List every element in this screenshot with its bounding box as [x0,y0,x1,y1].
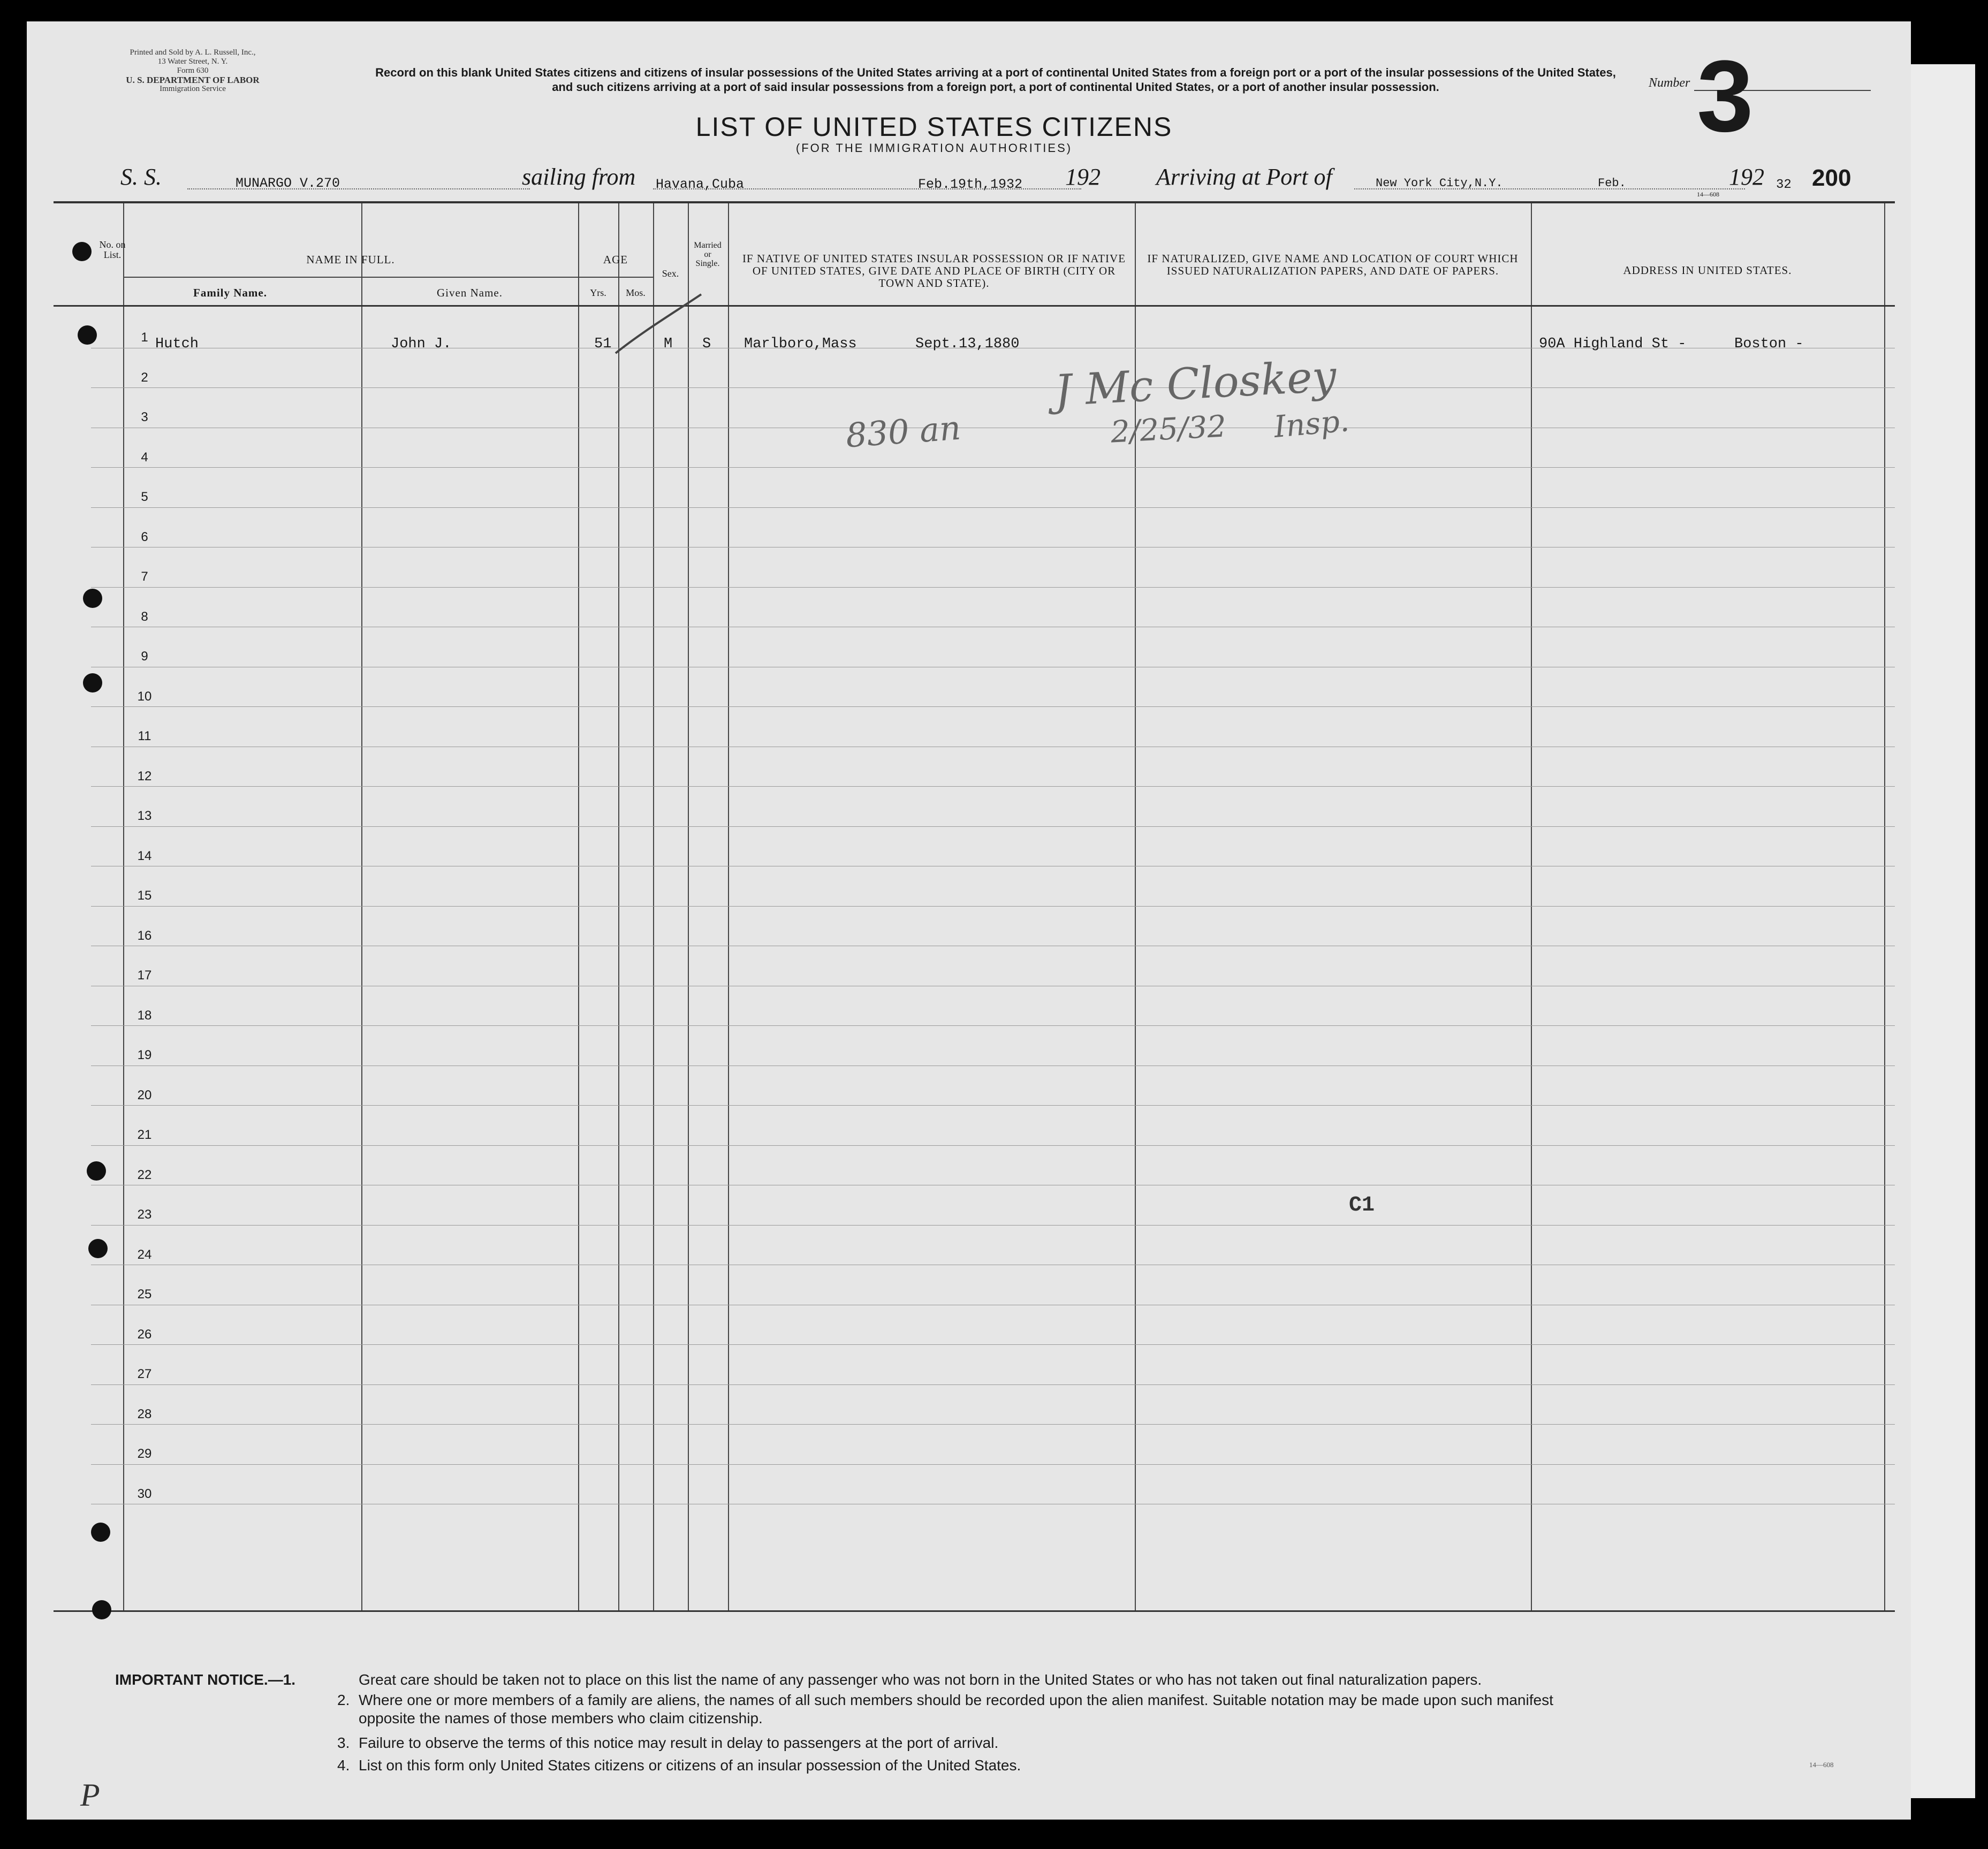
row-number: 29 [137,1447,152,1461]
row-number: 16 [137,928,152,943]
row-number: 20 [137,1087,152,1102]
entry-birth-date: Sept.13,1880 [915,336,1020,352]
list-number: 3 [1697,40,1754,153]
punch-hole [92,1600,111,1619]
notice-item-2b: opposite the names of those members who claim citizenship. [359,1710,763,1726]
year-label-2: 192 [1729,164,1764,190]
row-number: 23 [137,1207,152,1222]
publisher-line1: Printed and Sold by A. L. Russell, Inc., [130,48,256,57]
row-number: 12 [137,768,152,783]
arriving-label: Arriving at Port of [1156,164,1332,190]
row-line [91,387,1895,388]
row-number: 3 [141,410,148,424]
punch-hole [83,673,102,693]
header-name-in-full: NAME IN FULL. [306,253,395,266]
header-sex: Sex. [662,268,679,279]
handwritten-insp: Insp. [1272,403,1351,445]
header-address: ADDRESS IN UNITED STATES. [1623,264,1792,277]
manifest-page [27,21,1911,1820]
row-number: 24 [137,1247,152,1262]
sail-date: Feb.19th,1932 [918,177,1023,192]
row-line [91,467,1895,468]
header-naturalized: IF NATURALIZED, GIVE NAME AND LOCATION OF COURT WHICH ISSUED NATURALIZATION PAPERS, AND DATE OF PAPERS. [1147,252,1519,277]
punch-hole [87,1161,106,1181]
header-subline [578,277,653,278]
punch-hole [72,242,92,261]
row-number: 2 [141,370,148,385]
row-number: 18 [137,1008,152,1023]
row-number: 9 [141,649,148,664]
entry-birth-place: Marlboro,Mass [744,336,857,352]
notice-item-3: Failure to observe the terms of this notice may result in delay to passengers at the port of arrival. [359,1734,999,1751]
header-baseline [54,305,1895,307]
header-given-name: Given Name. [437,286,503,299]
header-native: IF NATIVE OF UNITED STATES INSULAR POSSESSION OR IF NATIVE OF UNITED STATES, GIVE DATE AND PLACE OF BIRTH (CITY OR TOWN AND STATE). [742,252,1126,290]
col-divider [1884,203,1885,1610]
header-no: No. on List. [99,239,126,260]
page-title: LIST OF UNITED STATES CITIZENS [695,112,1173,142]
col-divider [728,203,729,1610]
col-divider [361,203,362,1610]
row-number: 5 [141,490,148,504]
row-line [91,906,1895,907]
punch-hole [78,325,97,345]
code-small: 14—608 [1697,191,1719,198]
entry-age-years: 51 [594,336,612,352]
ss-label: S. S. [120,164,162,190]
row-number: 22 [137,1167,152,1182]
from-port: Havana,Cuba [656,177,745,192]
punch-hole [91,1523,110,1542]
notice-item-4-num: 4. [337,1757,350,1774]
handwritten-signature: J Mc Closkey [1053,351,1338,416]
arrival-port: New York City,N.Y. [1376,177,1503,190]
row-number: 4 [141,450,148,465]
row-number: 6 [141,529,148,544]
entry-family-name: Hutch [155,336,199,352]
entry-given-name: John J. [391,336,452,352]
row-line [91,1424,1895,1425]
row-number: 8 [141,609,148,624]
vessel-name: MUNARGO V.270 [236,176,340,191]
row-line [91,706,1895,707]
row-line [91,1344,1895,1345]
row-number: 27 [137,1367,152,1381]
row-number: 15 [137,888,152,903]
col-divider [653,203,654,1610]
form-number: Form 630 [177,66,209,75]
punch-hole [88,1239,108,1258]
notice-item-4: List on this form only United States citizens or citizens of an insular possession of the United States. [359,1757,1021,1774]
col-divider [578,203,579,1610]
col-divider [1531,203,1532,1610]
row-line [91,1225,1895,1226]
row-number: 19 [137,1048,152,1062]
row-number: 21 [137,1128,152,1142]
col-divider [688,203,689,1610]
publisher-block [86,48,300,94]
row-line [91,786,1895,787]
service: Immigration Service [160,85,226,93]
number-label: Number [1649,76,1690,90]
department: U. S. DEPARTMENT OF LABOR [126,75,260,85]
number-200: 200 [1812,165,1852,191]
record-instruction: Record on this blank United States citizens and citizens of insular possessions of the United States arriving at a port of continental United States from a foreign port or a port of the insular possessions of the United States, and such citizens arriving at a port of said insular possessions from a foreign port, a port of continental United States, or a port of another insular possession. [375,66,1616,94]
row-line [91,1464,1895,1465]
notice-item-3-num: 3. [337,1734,350,1751]
check-mark [610,289,707,364]
sailing-label: sailing from [522,164,636,190]
row-number: 1 [141,330,148,345]
stamp-code: C1 [1349,1193,1375,1218]
row-number: 13 [137,809,152,823]
row-number: 7 [141,569,148,584]
row-line [91,1384,1895,1385]
row-number: 28 [137,1406,152,1421]
arrival-month: Feb. [1598,177,1626,190]
entry-address-city: Boston - [1734,336,1804,352]
row-line [91,1025,1895,1026]
punch-hole [83,589,102,608]
col-divider [618,203,619,1610]
page-subtitle: (FOR THE IMMIGRATION AUTHORITIES) [795,141,1073,155]
header-family-name: Family Name. [193,286,267,299]
notice-item-2a: Where one or more members of a family are aliens, the names of all such members should be recorded upon the alien manifest. Suitable notation may be made upon such manifest [359,1692,1553,1708]
notice-item-2-num: 2. [337,1692,350,1708]
row-number: 11 [138,729,151,743]
passenger-table [54,201,1895,1612]
header-yrs: Yrs. [590,287,606,298]
publisher-line2: 13 Water Street, N. Y. [157,57,228,66]
entry-address-street: 90A Highland St - [1539,336,1687,352]
row-number: 25 [137,1287,152,1302]
row-line [91,507,1895,508]
row-number: 10 [137,689,152,704]
row-number: 17 [137,968,152,983]
notice-item-1: Great care should be taken not to place on this list the name of any passenger who was not born in the United States or who has not taken out final naturalization papers. [359,1671,1482,1688]
corner-mark: P [80,1777,100,1813]
header-mos: Mos. [626,287,646,298]
row-number: 26 [137,1327,152,1342]
header-married: Married or Single. [694,241,722,268]
notice-heading: IMPORTANT NOTICE.—1. [115,1671,296,1688]
header-age: AGE [603,253,628,266]
form-code: 14—608 [1809,1761,1834,1769]
row-number: 30 [137,1486,152,1501]
row-line [91,1145,1895,1146]
row-line [91,826,1895,827]
handwritten-date: 2/25/32 [1110,409,1227,450]
row-number: 14 [137,848,152,863]
entry-marital: S [702,336,711,352]
col-divider [123,203,124,1610]
handwritten-time: 830 an [844,408,962,455]
row-line [91,1105,1895,1106]
year-label-1: 192 [1065,164,1101,190]
row-line [91,587,1895,588]
header-subline [123,277,578,278]
year-suffix: 32 [1776,178,1792,192]
entry-sex: M [664,336,673,352]
